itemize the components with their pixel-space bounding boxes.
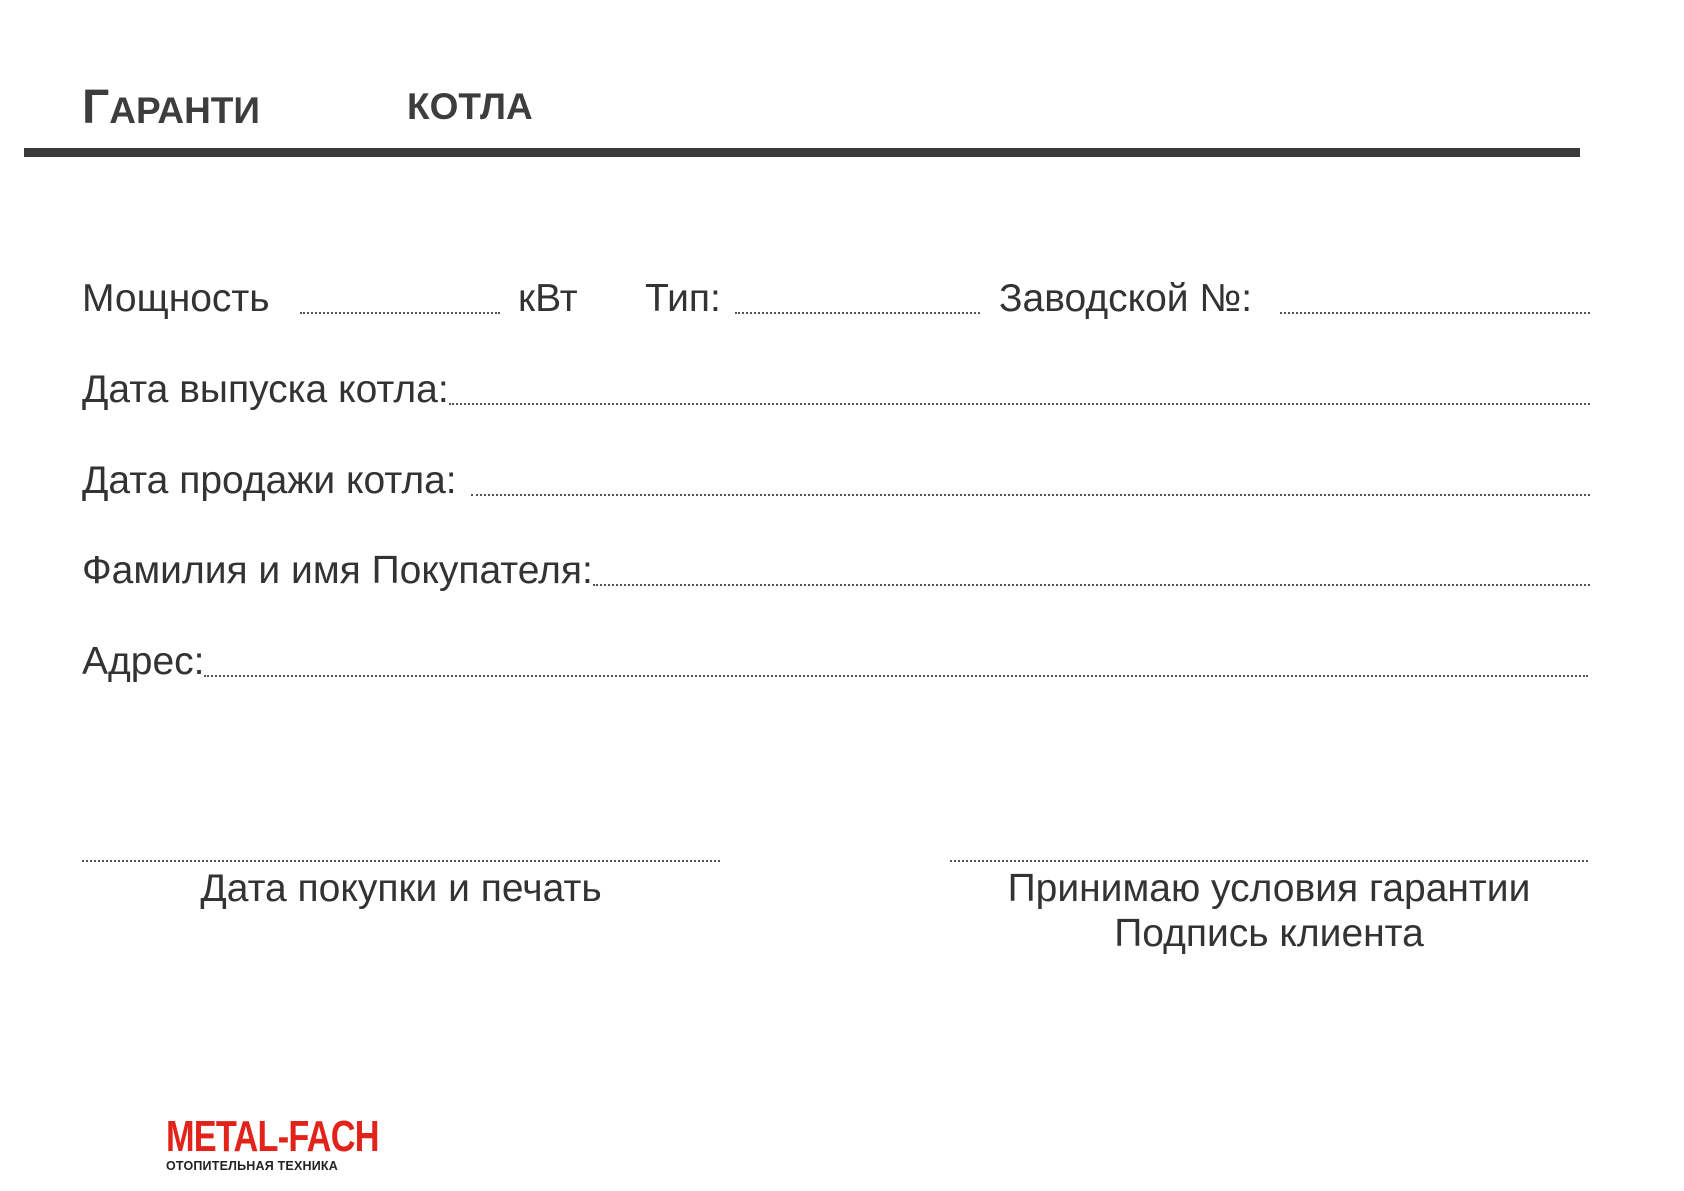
manufacture-date-row xyxy=(82,369,1590,411)
title-first-word-rest: АРАНТИ xyxy=(109,90,261,131)
serial-fill-line[interactable] xyxy=(1280,312,1590,314)
metal-fach-logo xyxy=(166,1112,439,1174)
manufacture-date-fill-line[interactable] xyxy=(449,403,1590,405)
sale-date-label: Дата продажи котла: xyxy=(82,459,457,502)
logo-brand-text: METAL-FACH xyxy=(166,1112,379,1161)
manufacture-date-label: Дата выпуска котла: xyxy=(82,368,449,411)
title-initial-letter: Г xyxy=(82,81,110,134)
power-fill-line[interactable] xyxy=(300,312,500,314)
address-row xyxy=(82,641,1588,683)
title-second-word: КОТЛА xyxy=(407,86,533,127)
type-label: Тип: xyxy=(645,277,721,320)
title-first-word xyxy=(82,80,260,135)
warranty-accept-caption: Принимаю условия гарантии xyxy=(1007,867,1531,910)
power-unit: кВт xyxy=(518,277,578,320)
header-rule xyxy=(24,148,1580,157)
address-label: Адрес: xyxy=(82,640,205,683)
type-fill-line[interactable] xyxy=(735,312,980,314)
sale-date-fill-line[interactable] xyxy=(471,494,1590,496)
address-fill-line[interactable] xyxy=(204,675,1588,677)
power-unit-wrap xyxy=(518,278,578,320)
power-label-wrap xyxy=(82,278,270,320)
serial-label: Заводской №: xyxy=(999,277,1253,320)
buyer-name-fill-line[interactable] xyxy=(593,584,1590,586)
power-label: Мощность xyxy=(82,277,270,320)
purchase-date-signature-line[interactable] xyxy=(82,860,720,862)
client-signature-line[interactable] xyxy=(950,860,1588,862)
serial-label-wrap xyxy=(999,278,1252,320)
type-label-wrap xyxy=(645,278,721,320)
buyer-name-row xyxy=(82,550,1590,592)
sale-date-row xyxy=(82,460,1590,502)
logo-tagline: ОТОПИТЕЛЬНАЯ ТЕХНИКА xyxy=(166,1159,338,1173)
buyer-name-label: Фамилия и имя Покупателя: xyxy=(82,549,593,592)
client-signature-caption: Подпись клиента xyxy=(1114,912,1424,955)
purchase-date-caption: Дата покупки и печать xyxy=(200,867,602,910)
